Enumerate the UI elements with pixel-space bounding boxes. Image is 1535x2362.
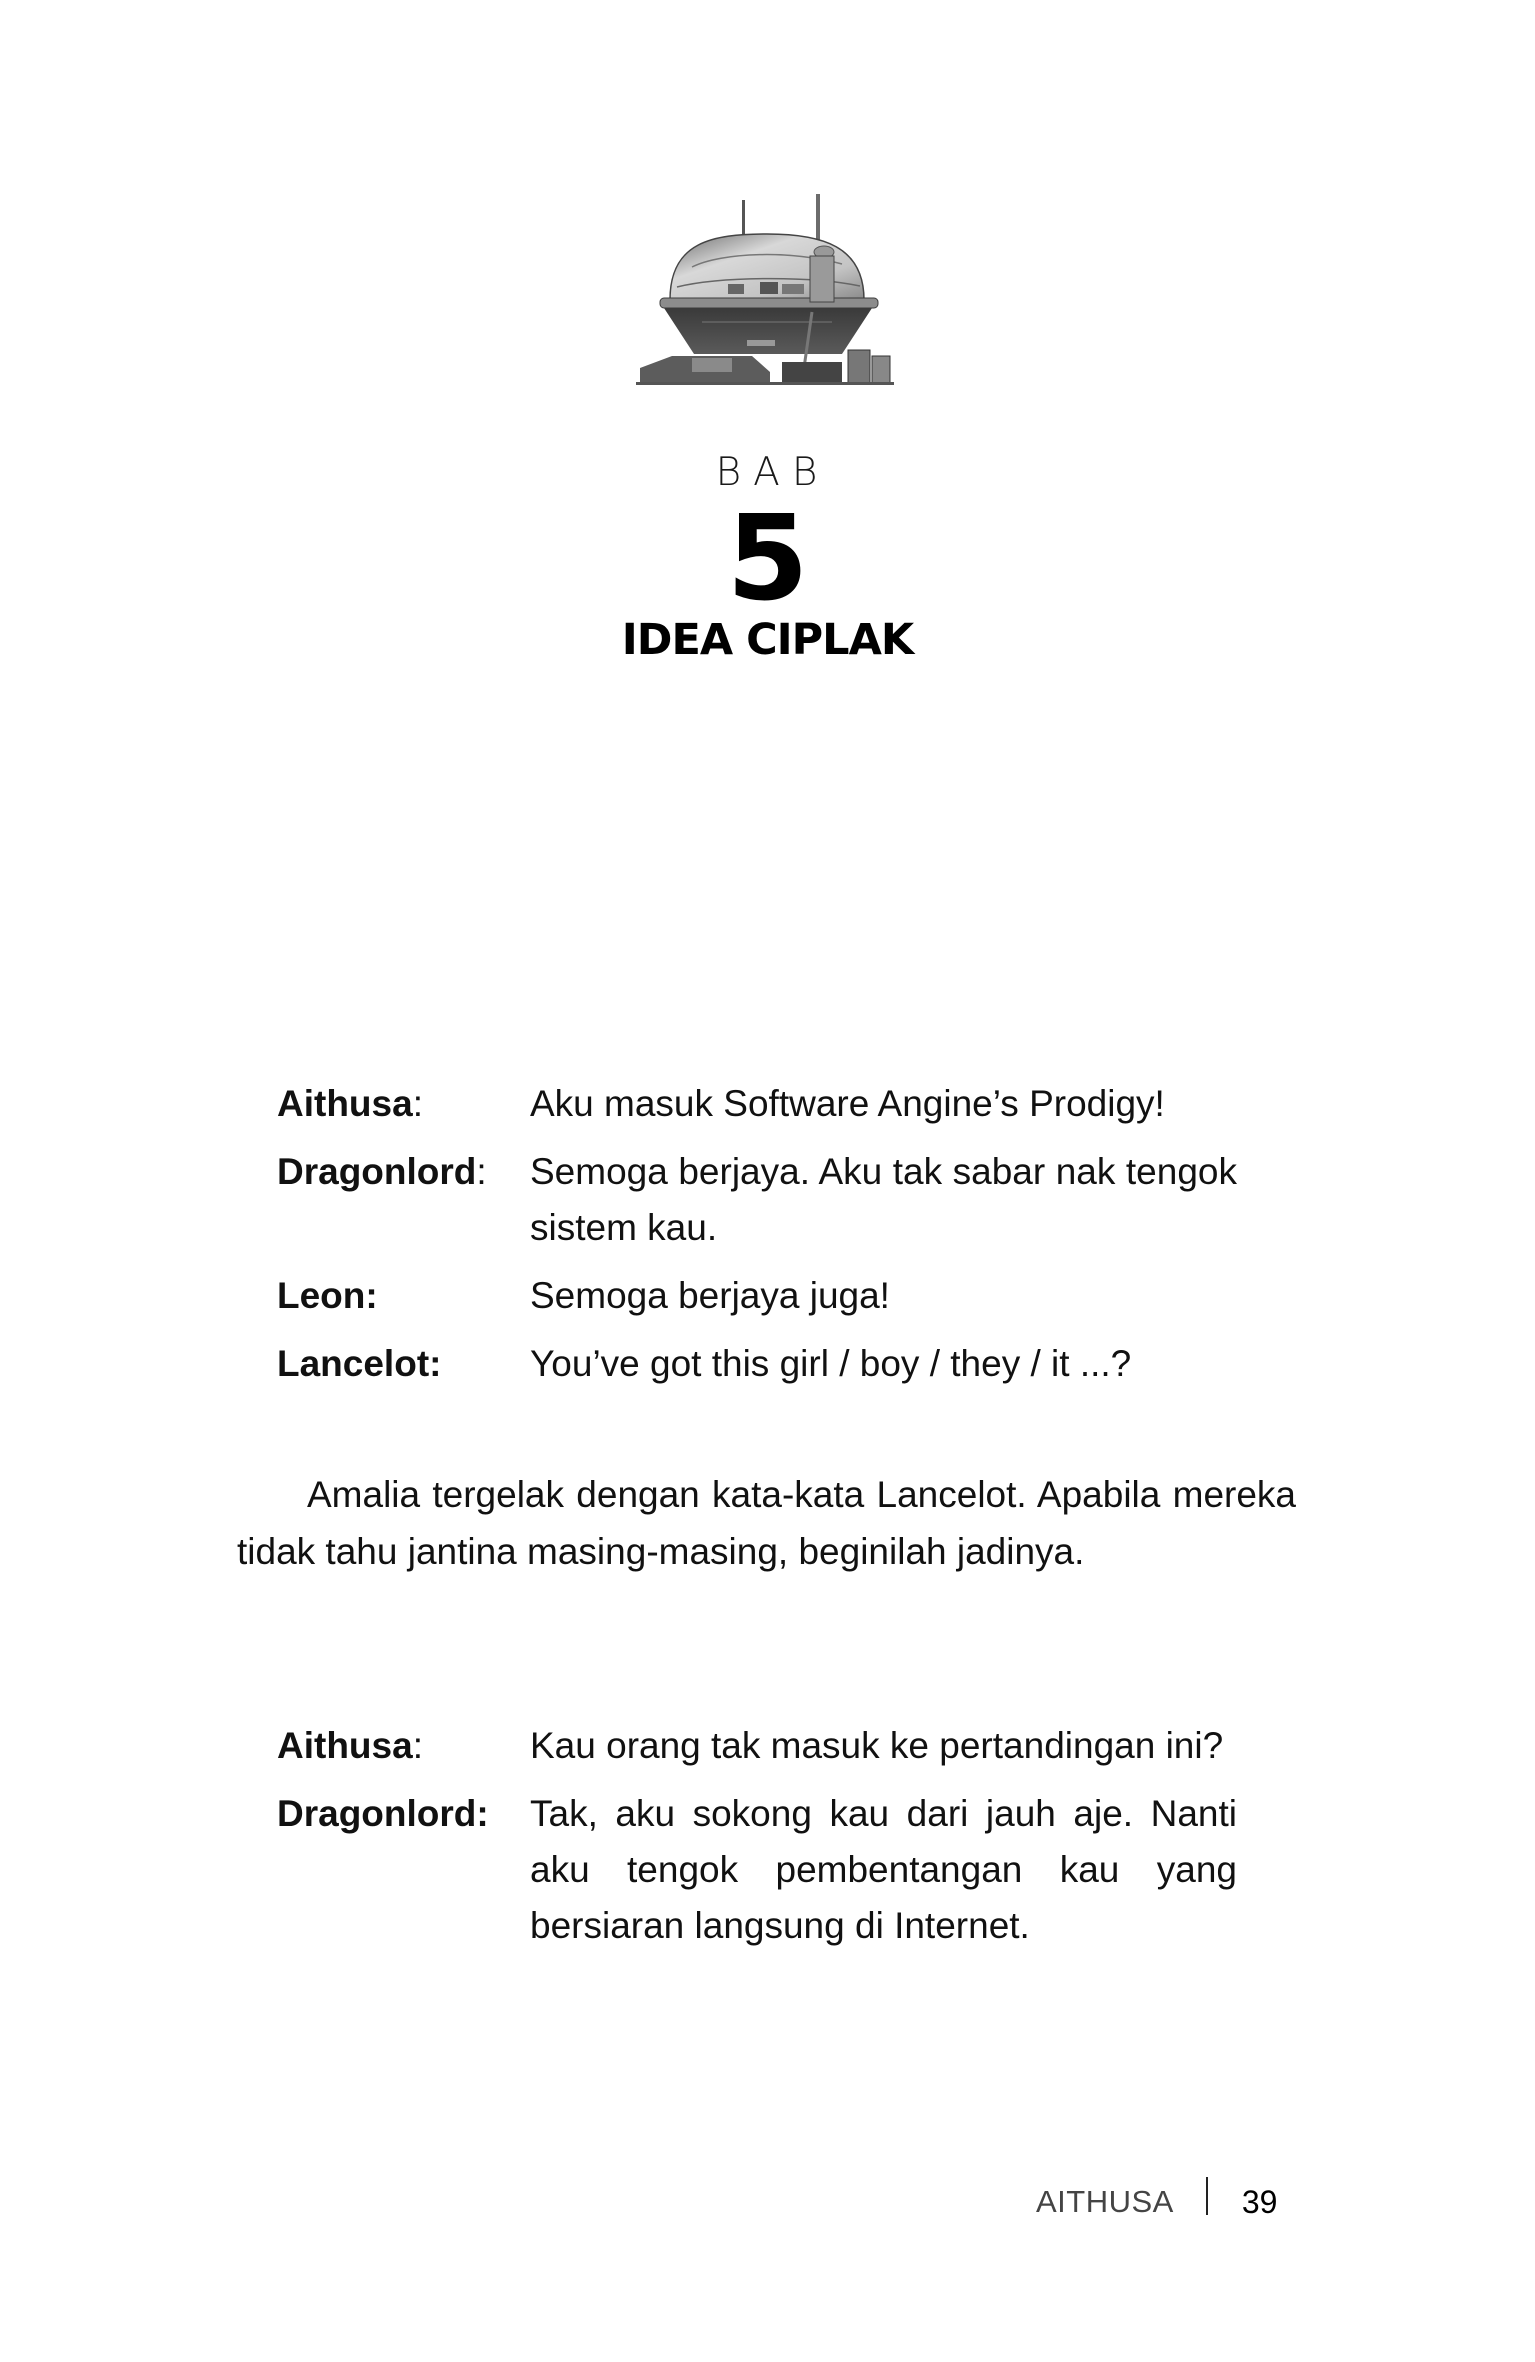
chapter-number: 5 (726, 489, 809, 627)
dialogue-line (277, 1718, 1237, 1774)
narration-paragraph: Amalia tergelak dengan kata-kata Lancelot. Apabila mereka tidak tahu jantina masing-masing, beginilah jadinya. (237, 1474, 1296, 1572)
dialogue-line (277, 1336, 1237, 1392)
page-number: 39 (1241, 2183, 1278, 2220)
dialogue-line (277, 1144, 1237, 1256)
speaker-name: Leon: (277, 1275, 378, 1316)
running-title: AITHUSA (1036, 2184, 1174, 2219)
speech-text: Semoga berjaya. Aku tak sabar nak tengok sistem kau. (530, 1151, 1237, 1248)
domed-building-icon (632, 172, 902, 400)
speaker-name: Dragonlord: (277, 1793, 489, 1834)
speaker-name: Aithusa: (277, 1725, 423, 1766)
dialogue-line (277, 1076, 1237, 1132)
speech-text: Aku masuk Software Angine’s Prodigy! (530, 1083, 1165, 1124)
chapter-heading (0, 448, 1535, 668)
footer-divider (1206, 2177, 1208, 2215)
dialogue-line (277, 1786, 1237, 1954)
speech-text: Semoga berjaya juga! (530, 1275, 890, 1316)
speech-text: Kau orang tak masuk ke pertandingan ini? (530, 1725, 1224, 1766)
page-footer (1036, 2177, 1277, 2227)
speech-text: You’ve got this girl / boy / they / it ...? (530, 1343, 1132, 1384)
chapter-title: IDEA CIPLAK (621, 615, 914, 665)
speaker-name: Aithusa: (277, 1083, 423, 1124)
dialogue-block-1 (277, 1076, 1237, 1404)
speaker-name: Lancelot: (277, 1343, 442, 1384)
speaker-name: Dragonlord: (277, 1151, 487, 1192)
dialogue-line (277, 1268, 1237, 1324)
dialogue-block-2 (277, 1718, 1237, 1966)
chapter-label: BAB (715, 450, 830, 495)
chapter-illustration (632, 172, 902, 400)
speech-text: Tak, aku sokong kau dari jauh aje. Nanti aku tengok pembentangan kau yang bersiaran langsung di Internet. (530, 1793, 1237, 1946)
